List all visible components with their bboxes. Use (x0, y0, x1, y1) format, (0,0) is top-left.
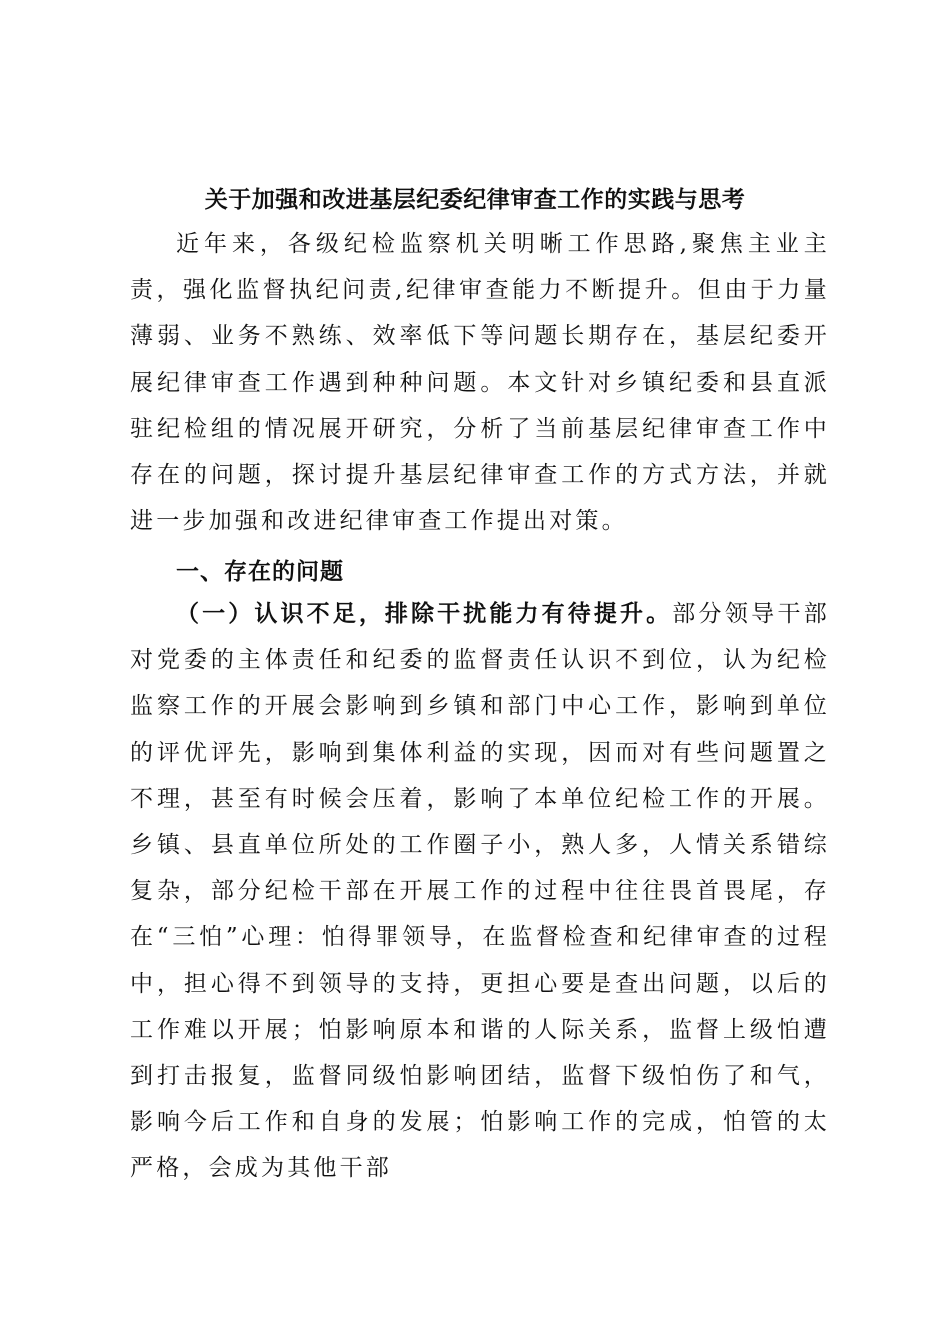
document-title: 关于加强和改进基层纪委纪律审查工作的实践与思考 (204, 186, 746, 213)
section-paragraph (130, 591, 830, 1192)
intro-paragraph: 近年来，各级纪检监察机关明晰工作思路,聚焦主业主责，强化监督执纪问责,纪律审查能力不断提升。但由于力量薄弱、业务不熟练、效率低下等问题长期存在，基层纪委开展纪律审查工作遇到种种问题。本文针对乡镇纪委和县直派驻纪检组的情况展开研究，分析了当前基层纪律审查工作中存在的问题，探讨提升基层纪律审查工作的方式方法，并就进一步加强和改进纪律审查工作提出对策。 (130, 231, 830, 535)
section-heading: 一、存在的问题 (176, 559, 344, 585)
subsection-lead: （一）认识不足，排除干扰能力有待提升。 (176, 601, 673, 627)
subsection-body: 部分领导干部对党委的主体责任和纪委的监督责任认识不到位，认为纪检监察工作的开展会影响到乡镇和部门中心工作，影响到单位的评优评先，影响到集体利益的实现，因而对有些问题置之不理，甚至有时候会压着，影响了本单位纪检工作的开展。乡镇、县直单位所处的工作圈子小，熟人多，人情关系错综复杂，部分纪检干部在开展工作的过程中往往畏首畏尾，存在“三怕”心理：怕得罪领导，在监督检查和纪律审查的过程中，担心得不到领导的支持，更担心要是查出问题，以后的工作难以开展；怕影响原本和谐的人际关系，监督上级怕遭到打击报复，监督同级怕影响团结，监督下级怕伤了和气，影响今后工作和自身的发展；怕影响工作的完成，怕管的太严格，会成为其他干部 (130, 601, 831, 1182)
